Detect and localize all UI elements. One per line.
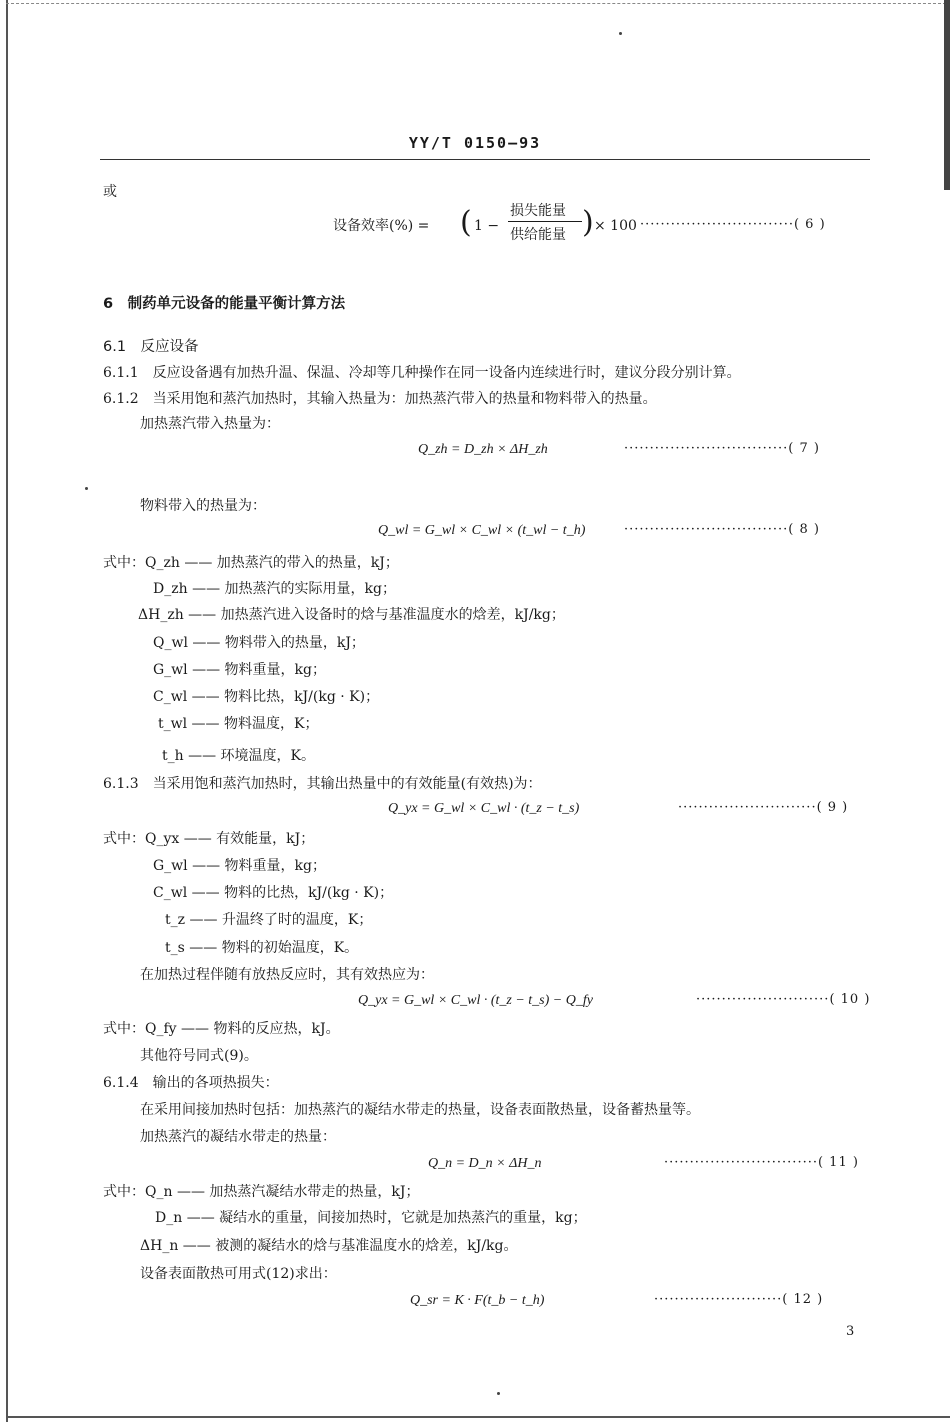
where-line: G_wl —— 物料重量，kg； xyxy=(153,662,326,678)
scan-speck xyxy=(497,1392,500,1395)
eq6-numerator: 损失能量 xyxy=(510,203,566,219)
clause-6-1-4-condensate: 加热蒸汽的凝结水带走的热量： xyxy=(140,1129,336,1145)
clause-6-1-2: 6.1.2 当采用饱和蒸汽加热时，其输入热量为：加热蒸汽带入的热量和物料带入的热量。 xyxy=(103,391,657,407)
where-line: t_s —— 物料的初始温度，K。 xyxy=(165,940,359,956)
eq6-number: ······························( 6 ) xyxy=(640,217,826,232)
equation-8: Q_wl = G_wl × C_wl × (t_wl − t_h) xyxy=(378,523,586,538)
text-or: 或 xyxy=(103,184,117,200)
where-line: 式中：Q_n —— 加热蒸汽凝结水带走的热量，kJ； xyxy=(103,1184,420,1200)
where-line: t_h —— 环境温度，K。 xyxy=(162,748,316,764)
clause-6-1-2-material-intro: 物料带入的热量为： xyxy=(140,498,266,514)
other-symbols-note: 其他符号同式(9)。 xyxy=(140,1048,258,1064)
scan-border-right xyxy=(944,0,950,190)
eq8-number: ································( 8 ) xyxy=(624,522,820,537)
section-6-heading: 6 制药单元设备的能量平衡计算方法 xyxy=(103,296,346,312)
where-line: D_zh —— 加热蒸汽的实际用量，kg； xyxy=(153,581,396,597)
eq6-tail: × 100 xyxy=(594,218,637,234)
where-line: C_wl —— 物料的比热，kJ/(kg · K)； xyxy=(153,885,394,901)
page-header: YY/T 0150—93 xyxy=(408,134,542,152)
eq6-left-paren: ( xyxy=(460,205,472,240)
clause-6-1-3: 6.1.3 当采用饱和蒸汽加热时，其输出热量中的有效能量(有效热)为： xyxy=(103,776,542,792)
where-line: 式中：Q_yx —— 有效能量，kJ； xyxy=(103,831,315,847)
where-line: 式中：Q_zh —— 加热蒸汽的带入的热量，kJ； xyxy=(103,555,399,571)
where-line: G_wl —— 物料重量，kg； xyxy=(153,858,326,874)
eq6-fraction-bar xyxy=(508,221,582,222)
where-line: ΔH_n —— 被测的凝结水的焓与基准温度水的焓差，kJ/kg。 xyxy=(140,1238,518,1254)
scan-border-bottom xyxy=(6,1416,950,1418)
eq7-number: ································( 7 ) xyxy=(624,441,820,456)
eq9-number: ···························( 9 ) xyxy=(678,800,849,815)
eq6-lhs: 设备效率(%) = xyxy=(333,218,430,234)
eq6-one-minus: 1 − xyxy=(474,218,500,234)
clause-6-1-4-surface: 设备表面散热可用式(12)求出： xyxy=(140,1266,337,1282)
clause-6-1-3-exothermic: 在加热过程伴随有放热反应时，其有效热应为： xyxy=(140,967,434,983)
clause-6-1-4: 6.1.4 输出的各项热损失： xyxy=(103,1075,279,1091)
eq11-number: ······························( 11 ) xyxy=(664,1155,859,1170)
clause-6-1-4-indirect: 在采用间接加热时包括：加热蒸汽的凝结水带走的热量，设备表面散热量，设备蓄热量等。 xyxy=(140,1102,700,1118)
clause-6-1-2-steam-intro: 加热蒸汽带入热量为： xyxy=(140,416,280,432)
eq6-right-paren: ) xyxy=(582,205,594,240)
equation-11: Q_n = D_n × ΔH_n xyxy=(428,1156,542,1171)
equation-12: Q_sr = K · F(t_b − t_h) xyxy=(410,1293,545,1308)
where-line: t_wl —— 物料温度，K； xyxy=(158,716,319,732)
header-rule xyxy=(100,159,870,160)
eq12-number: ·························( 12 ) xyxy=(654,1292,824,1307)
eq6-denominator: 供给能量 xyxy=(510,227,566,243)
where-line: C_wl —— 物料比热，kJ/(kg · K)； xyxy=(153,689,380,705)
where-line: Q_wl —— 物料带入的热量，kJ； xyxy=(153,635,365,651)
where-line: D_n —— 凝结水的重量，间接加热时，它就是加热蒸汽的重量，kg； xyxy=(155,1210,587,1226)
section-6-1-heading: 6.1 反应设备 xyxy=(103,339,199,355)
equation-9: Q_yx = G_wl × C_wl · (t_z − t_s) xyxy=(388,801,580,816)
equation-10: Q_yx = G_wl × C_wl · (t_z − t_s) − Q_fy xyxy=(358,993,593,1008)
page-number: 3 xyxy=(846,1324,855,1339)
where-line: ΔH_zh —— 加热蒸汽进入设备时的焓与基准温度水的焓差，kJ/kg； xyxy=(138,607,565,623)
clause-6-1-1: 6.1.1 反应设备遇有加热升温、保温、冷却等几种操作在同一设备内连续进行时，建议分段分别计算。 xyxy=(103,365,741,381)
scan-border-left xyxy=(6,0,8,1422)
where-line: t_z —— 升温终了时的温度，K； xyxy=(165,912,373,928)
scan-border-top xyxy=(6,3,946,4)
where-line: 式中：Q_fy —— 物料的反应热，kJ。 xyxy=(103,1021,340,1037)
eq10-number: ··························( 10 ) xyxy=(696,992,871,1007)
scan-speck xyxy=(619,32,622,35)
scan-speck xyxy=(85,487,88,490)
equation-7: Q_zh = D_zh × ΔH_zh xyxy=(418,442,548,457)
